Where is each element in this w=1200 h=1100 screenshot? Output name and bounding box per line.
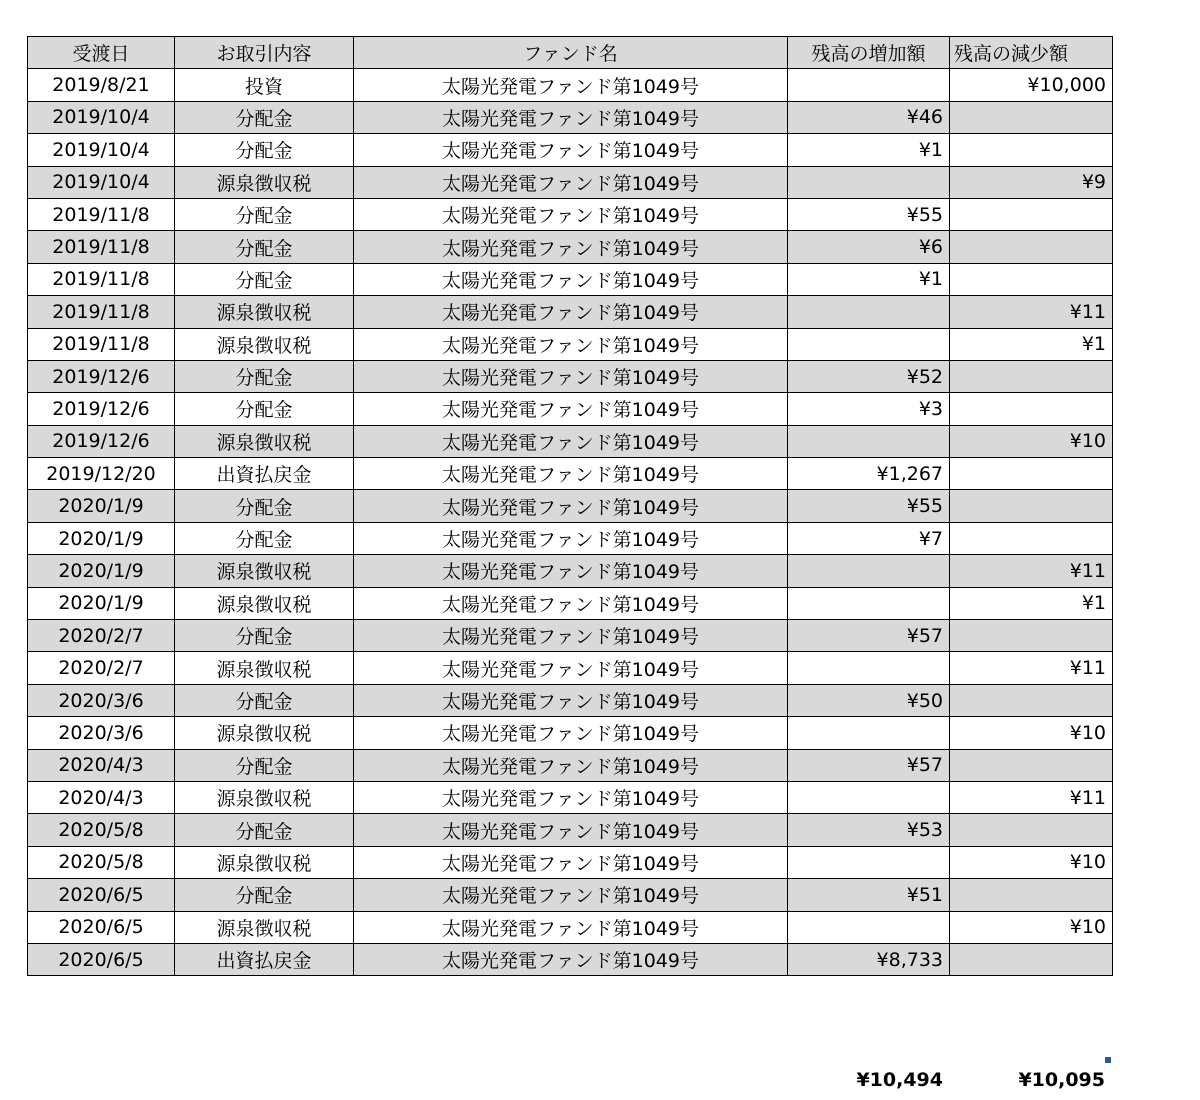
cell-date[interactable]: 2020/6/5 [28,879,175,911]
table-row [28,263,1113,295]
cell-date[interactable]: 2020/3/6 [28,717,175,749]
table-row [28,684,1113,716]
table-row [28,231,1113,263]
cell-date[interactable]: 2019/8/21 [28,69,175,101]
cell-type[interactable]: 源泉徴収税 [175,911,354,943]
table-row [28,134,1113,166]
cell-fund[interactable]: 太陽光発電ファンド第1049号 [354,490,788,522]
cell-fund[interactable]: 太陽光発電ファンド第1049号 [354,749,788,781]
cell-date[interactable]: 2019/10/4 [28,101,175,133]
cell-type[interactable]: 分配金 [175,490,354,522]
cell-type[interactable]: 分配金 [175,684,354,716]
cell-increase[interactable] [788,69,950,101]
cell-decrease[interactable]: ¥10,000 [950,69,1113,101]
cell-increase[interactable]: ¥1,267 [788,458,950,490]
header-row [28,37,1113,69]
cell-date[interactable]: 2020/4/3 [28,781,175,813]
cell-fund[interactable]: 太陽光発電ファンド第1049号 [354,652,788,684]
cell-date[interactable]: 2020/3/6 [28,684,175,716]
cell-increase[interactable]: ¥51 [788,879,950,911]
total-increase[interactable]: ¥10,494 [856,1069,943,1091]
cell-fund[interactable]: 太陽光発電ファンド第1049号 [354,69,788,101]
table-row [28,296,1113,328]
table-row [28,781,1113,813]
table-row [28,198,1113,230]
header-decrease[interactable]: 残高の減少額 [950,37,1113,69]
cell-type[interactable]: 源泉徴収税 [175,781,354,813]
cell-decrease[interactable] [950,231,1113,263]
cell-increase[interactable]: ¥6 [788,231,950,263]
table-row [28,587,1113,619]
cell-decrease[interactable]: ¥11 [950,781,1113,813]
cell-fund[interactable]: 太陽光発電ファンド第1049号 [354,231,788,263]
cell-increase[interactable] [788,328,950,360]
cell-decrease[interactable]: ¥10 [950,425,1113,457]
cell-type[interactable]: 出資払戻金 [175,458,354,490]
cell-fund[interactable]: 太陽光発電ファンド第1049号 [354,296,788,328]
cell-fund[interactable]: 太陽光発電ファンド第1049号 [354,328,788,360]
cell-type[interactable]: 源泉徴収税 [175,555,354,587]
cell-decrease[interactable]: ¥10 [950,911,1113,943]
cell-date[interactable]: 2019/12/6 [28,360,175,392]
cell-date[interactable]: 2019/10/4 [28,166,175,198]
cell-date[interactable]: 2020/4/3 [28,749,175,781]
table-row [28,458,1113,490]
header-fund[interactable]: ファンド名 [354,37,788,69]
table-row [28,69,1113,101]
cell-type[interactable]: 分配金 [175,522,354,554]
cell-decrease[interactable] [950,749,1113,781]
cell-type[interactable]: 源泉徴収税 [175,717,354,749]
cell-decrease[interactable] [950,263,1113,295]
table-body [28,69,1113,976]
cell-decrease[interactable] [950,360,1113,392]
cell-type[interactable]: 源泉徴収税 [175,652,354,684]
header-type[interactable]: お取引内容 [175,37,354,69]
table-row [28,652,1113,684]
cell-decrease[interactable]: ¥1 [950,328,1113,360]
cell-fund[interactable]: 太陽光発電ファンド第1049号 [354,522,788,554]
table-row [28,490,1113,522]
cell-type[interactable]: 分配金 [175,393,354,425]
cell-fund[interactable]: 太陽光発電ファンド第1049号 [354,263,788,295]
table-row [28,620,1113,652]
cell-date[interactable]: 2019/12/6 [28,425,175,457]
cell-increase[interactable]: ¥57 [788,749,950,781]
cell-increase[interactable]: ¥57 [788,620,950,652]
cell-decrease[interactable] [950,134,1113,166]
cell-decrease[interactable]: ¥9 [950,166,1113,198]
cell-increase[interactable] [788,166,950,198]
table-row [28,166,1113,198]
cell-fund[interactable]: 太陽光発電ファンド第1049号 [354,781,788,813]
cell-decrease[interactable] [950,490,1113,522]
cell-date[interactable]: 2020/5/8 [28,814,175,846]
table-row [28,101,1113,133]
table-row [28,749,1113,781]
cell-increase[interactable] [788,555,950,587]
cell-fund[interactable]: 太陽光発電ファンド第1049号 [354,555,788,587]
cell-fund[interactable]: 太陽光発電ファンド第1049号 [354,425,788,457]
cell-increase[interactable]: ¥1 [788,134,950,166]
cell-fund[interactable]: 太陽光発電ファンド第1049号 [354,911,788,943]
cell-fund[interactable]: 太陽光発電ファンド第1049号 [354,134,788,166]
cell-increase[interactable] [788,296,950,328]
cell-increase[interactable] [788,781,950,813]
cell-fund[interactable]: 太陽光発電ファンド第1049号 [354,943,788,975]
cell-increase[interactable] [788,717,950,749]
cell-type[interactable]: 源泉徴収税 [175,846,354,878]
cell-increase[interactable] [788,587,950,619]
cell-decrease[interactable]: ¥1 [950,587,1113,619]
cell-decrease[interactable] [950,522,1113,554]
cell-increase[interactable]: ¥55 [788,490,950,522]
cell-date[interactable]: 2020/1/9 [28,522,175,554]
cell-type[interactable]: 分配金 [175,231,354,263]
cell-increase[interactable]: ¥3 [788,393,950,425]
cell-increase[interactable] [788,911,950,943]
cell-date[interactable]: 2019/11/8 [28,263,175,295]
cell-type[interactable]: 分配金 [175,101,354,133]
cell-type[interactable]: 分配金 [175,879,354,911]
table-row [28,943,1113,975]
cell-increase[interactable]: ¥7 [788,522,950,554]
cell-decrease[interactable]: ¥11 [950,555,1113,587]
cell-date[interactable]: 2019/10/4 [28,134,175,166]
cell-decrease[interactable]: ¥11 [950,296,1113,328]
cell-date[interactable]: 2019/12/20 [28,458,175,490]
table-row [28,717,1113,749]
cell-date[interactable]: 2019/11/8 [28,231,175,263]
cell-fund[interactable]: 太陽光発電ファンド第1049号 [354,879,788,911]
cell-type[interactable]: 源泉徴収税 [175,425,354,457]
cell-date[interactable]: 2020/1/9 [28,587,175,619]
cell-decrease[interactable] [950,620,1113,652]
table-row [28,393,1113,425]
cell-decrease[interactable] [950,101,1113,133]
table-row [28,911,1113,943]
cell-type[interactable]: 源泉徴収税 [175,166,354,198]
cell-fund[interactable]: 太陽光発電ファンド第1049号 [354,684,788,716]
cell-type[interactable]: 分配金 [175,134,354,166]
cell-decrease[interactable]: ¥10 [950,846,1113,878]
cell-fund[interactable]: 太陽光発電ファンド第1049号 [354,717,788,749]
cell-date[interactable]: 2020/1/9 [28,490,175,522]
cell-fund[interactable]: 太陽光発電ファンド第1049号 [354,846,788,878]
cell-fund[interactable]: 太陽光発電ファンド第1049号 [354,101,788,133]
cell-type[interactable]: 分配金 [175,749,354,781]
table-row [28,879,1113,911]
table-row [28,360,1113,392]
table-header [28,37,1113,69]
cell-fund[interactable]: 太陽光発電ファンド第1049号 [354,620,788,652]
cell-date[interactable]: 2019/11/8 [28,328,175,360]
cell-fund[interactable]: 太陽光発電ファンド第1049号 [354,393,788,425]
cell-increase[interactable]: ¥8,733 [788,943,950,975]
cell-increase[interactable]: ¥46 [788,101,950,133]
cell-decrease[interactable] [950,814,1113,846]
cell-increase[interactable]: ¥1 [788,263,950,295]
table-row [28,555,1113,587]
cell-fund[interactable]: 太陽光発電ファンド第1049号 [354,198,788,230]
cell-increase[interactable]: ¥53 [788,814,950,846]
cell-decrease[interactable] [950,879,1113,911]
cell-decrease[interactable] [950,684,1113,716]
table-row [28,328,1113,360]
totals-row [787,1065,1112,1095]
cell-type[interactable]: 分配金 [175,360,354,392]
cell-date[interactable]: 2019/11/8 [28,296,175,328]
cell-fund[interactable]: 太陽光発電ファンド第1049号 [354,166,788,198]
cell-decrease[interactable]: ¥10 [950,717,1113,749]
header-increase[interactable]: 残高の増加額 [788,37,950,69]
cell-type[interactable]: 源泉徴収税 [175,296,354,328]
cell-date[interactable]: 2020/2/7 [28,620,175,652]
cell-type[interactable]: 出資払戻金 [175,943,354,975]
cell-type[interactable]: 分配金 [175,620,354,652]
cell-fund[interactable]: 太陽光発電ファンド第1049号 [354,360,788,392]
table-row [28,425,1113,457]
total-decrease[interactable]: ¥10,095 [1018,1069,1105,1091]
table-row [28,522,1113,554]
cell-increase[interactable]: ¥55 [788,198,950,230]
cell-increase[interactable] [788,846,950,878]
table-row [28,846,1113,878]
cell-decrease[interactable] [950,393,1113,425]
cell-decrease[interactable] [950,943,1113,975]
cell-date[interactable]: 2019/12/6 [28,393,175,425]
cell-date[interactable]: 2020/6/5 [28,911,175,943]
cell-date[interactable]: 2020/5/8 [28,846,175,878]
cell-type[interactable]: 投資 [175,69,354,101]
header-date[interactable]: 受渡日 [28,37,175,69]
cell-fund[interactable]: 太陽光発電ファンド第1049号 [354,587,788,619]
cell-increase[interactable]: ¥52 [788,360,950,392]
cell-date[interactable]: 2020/6/5 [28,943,175,975]
cell-date[interactable]: 2020/1/9 [28,555,175,587]
cell-increase[interactable] [788,425,950,457]
cell-type[interactable]: 分配金 [175,198,354,230]
cell-date[interactable]: 2019/11/8 [28,198,175,230]
transaction-table [27,36,1113,976]
table-row [28,814,1113,846]
cell-date[interactable]: 2020/2/7 [28,652,175,684]
cell-fund[interactable]: 太陽光発電ファンド第1049号 [354,458,788,490]
cell-decrease[interactable] [950,198,1113,230]
cell-increase[interactable]: ¥50 [788,684,950,716]
cell-type[interactable]: 源泉徴収税 [175,587,354,619]
cell-type[interactable]: 源泉徴収税 [175,328,354,360]
cell-type[interactable]: 分配金 [175,814,354,846]
fill-handle[interactable] [1105,1057,1111,1063]
cell-decrease[interactable]: ¥11 [950,652,1113,684]
cell-fund[interactable]: 太陽光発電ファンド第1049号 [354,814,788,846]
cell-decrease[interactable] [950,458,1113,490]
cell-type[interactable]: 分配金 [175,263,354,295]
cell-increase[interactable] [788,652,950,684]
